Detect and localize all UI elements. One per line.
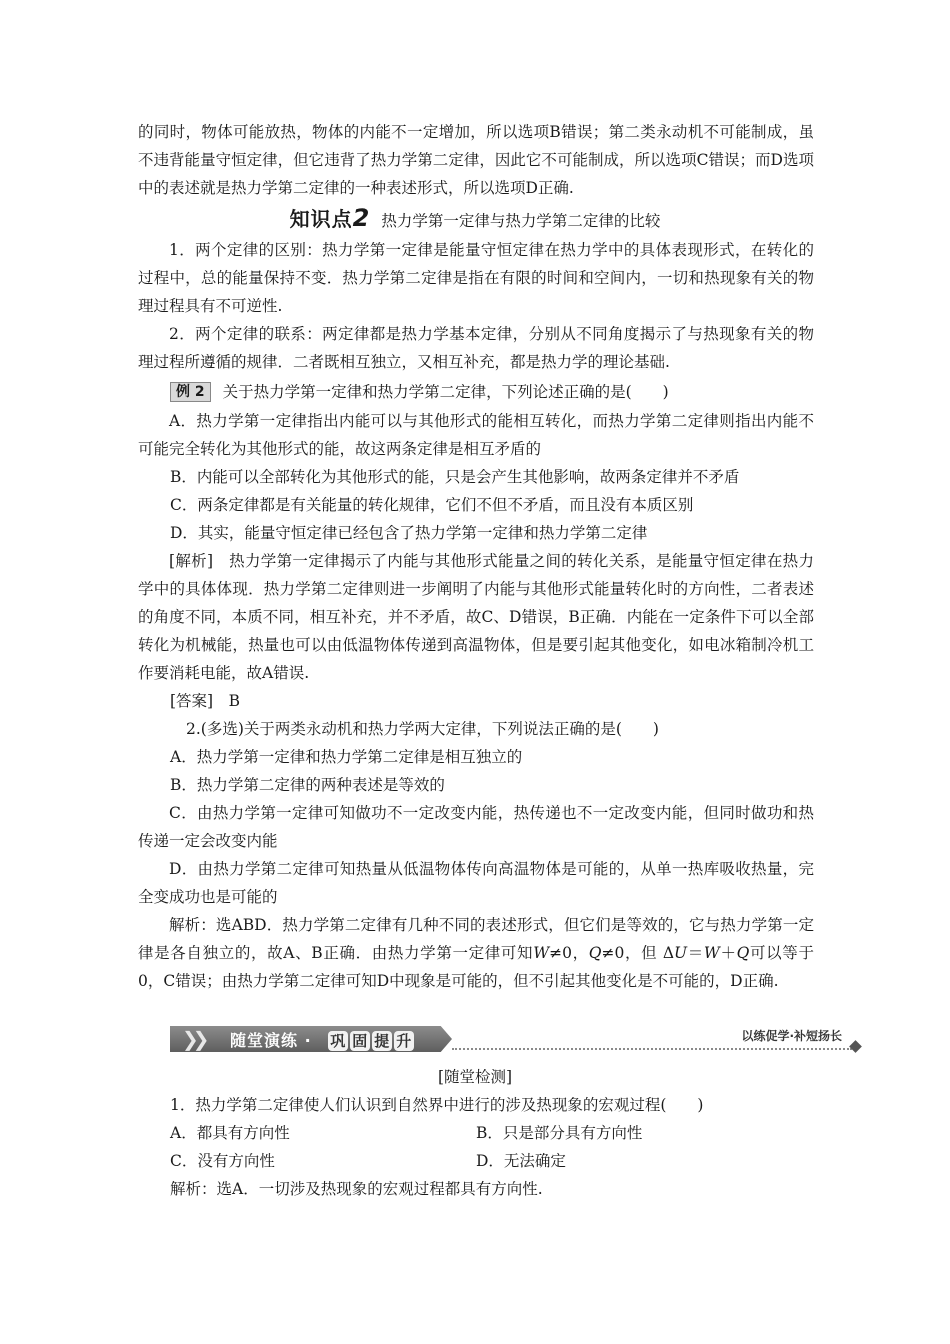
exercise-2-option-d: D．由热力学第二定律可知热量从低温物体传向高温物体是可能的，从单一热库吸收热量，完全变成功也是可能的	[138, 860, 814, 906]
double-chevron-icon: ❯❯	[182, 1027, 204, 1051]
equals-sign: ＝	[687, 944, 704, 962]
paragraph-continuation: 的同时，物体可能放热，物体的内能不一定增加，所以选项B错误；第二类永动机不可能制成，虽不违背能量守恒定律，但它违背了热力学第二定律，因此它不可能制成，所以选项C错误；而D选项中的表述就是热力学第二定律的一种表述形式，所以选项D正确.	[138, 123, 814, 197]
banner-dotted-line	[452, 1048, 852, 1050]
diamond-icon	[849, 1040, 862, 1053]
quiz-section-title: [随堂检测]	[437, 1068, 513, 1086]
banner-title-group	[230, 1028, 414, 1051]
exercise-2-option-c: C．由热力学第一定律可知做功不一定改变内能，热传递也不一定改变内能，但同时做功和热传递一定会改变内能	[138, 804, 814, 850]
exercise-2-question: 2.(多选)关于两类永动机和热力学两大定律，下列说法正确的是( )	[186, 720, 659, 738]
point-1-paragraph: 1．两个定律的区别：热力学第一定律是能量守恒定律在热力学中的具体表现形式，在转化的过程中，总的能量保持不变．热力学第二定律是指在有限的时间和空间内，一切和热现象有关的物理过程具有不可逆性.	[138, 241, 814, 315]
var-u: U	[674, 944, 688, 962]
quiz-option-c: C．没有方向性	[170, 1152, 275, 1170]
neq-zero-2: ≠0，但 Δ	[601, 944, 675, 962]
example-2-option-a: A．热力学第一定律指出内能可以与其他形式的能相互转化，而热力学第二定律则指出内能不可能完全转化为其他形式的能，故这两条定律是相互矛盾的	[138, 412, 814, 458]
var-w: W	[533, 944, 550, 962]
section-banner	[170, 1026, 860, 1054]
banner-char: 巩	[330, 1032, 347, 1050]
var-q: Q	[588, 944, 602, 962]
quiz-analysis: 解析：选A．一切涉及热现象的宏观过程都具有方向性.	[170, 1180, 543, 1198]
example-2-question-line	[170, 378, 669, 406]
plus-sign: ＋	[719, 944, 737, 962]
exercise-2-option-a: A．热力学第一定律和热力学第二定律是相互独立的	[170, 748, 523, 766]
point-2-paragraph: 2．两个定律的联系：两定律都是热力学基本定律，分别从不同角度揭示了与热现象有关的物理过程所遵循的规律．二者既相互独立，又相互补充，都是热力学的理论基础.	[138, 325, 814, 371]
exercise-2-analysis	[138, 911, 814, 995]
example-2-option-c: C．两条定律都是有关能量的转化规律，它们不但不矛盾，而且没有本质区别	[170, 496, 694, 514]
knowledge-point-heading	[0, 203, 950, 235]
example-2-option-b: B．内能可以全部转化为其他形式的能，只是会产生其他影响，故两条定律并不矛盾	[170, 468, 740, 486]
quiz-question-1: 1．热力学第二定律使人们认识到自然界中进行的涉及热现象的宏观过程( )	[170, 1096, 704, 1114]
banner-title: 随堂演练 ·	[230, 1031, 312, 1050]
example-2-answer: [答案] B	[170, 692, 240, 710]
example-2-option-d: D．其实，能量守恒定律已经包含了热力学第一定律和热力学第二定律	[170, 524, 648, 542]
knowledge-point-label: 知识点	[289, 207, 353, 231]
example-badge: 例 2	[170, 382, 211, 402]
var-q-2: Q	[736, 944, 750, 962]
exercise-2-analysis-part-2: 可以等于0，C错误；由热力学第二定律可知D中现象是可能的，但不引起其他变化是不可能的，D正确.	[138, 944, 814, 990]
knowledge-point-number: 2	[352, 204, 370, 232]
exercise-2-analysis-part-1: 解析：选ABD．热力学第二定律有几种不同的表述形式，但它们是等效的，它与热力学第一定律是各自独立的，故A、B正确．由热力学第一定律可知	[138, 916, 814, 962]
banner-char: 提	[374, 1032, 391, 1050]
exercise-2-option-b: B．热力学第二定律的两种表述是等效的	[170, 776, 445, 794]
quiz-option-d: D．无法确定	[476, 1152, 566, 1170]
example-2-analysis: [解析] 热力学第一定律揭示了内能与其他形式能量之间的转化关系，是能量守恒定律在热力学中的具体体现．热力学第二定律则进一步阐明了内能与其他形式能量转化时的方向性，二者表述的角度不同，本质不同，相互补充，并不矛盾，故C、D错误，B正确．内能在一定条件下可以全部转化为机械能，热量也可以由低温物体传递到高温物体，但是要引起其他变化，如电冰箱制冷机工作要消耗电能，故A错误.	[138, 552, 814, 682]
banner-char: 升	[396, 1032, 413, 1050]
quiz-option-a: A．都具有方向性	[170, 1124, 290, 1142]
knowledge-point-title: 热力学第一定律与热力学第二定律的比较	[381, 212, 661, 230]
banner-slogan: 以练促学·补短扬长	[741, 1029, 842, 1043]
banner-char: 固	[352, 1032, 369, 1050]
banner-subtitle	[326, 1031, 414, 1051]
neq-zero-1: ≠0，	[549, 944, 589, 962]
var-w-2: W	[703, 944, 720, 962]
example-2-question: 关于热力学第一定律和热力学第二定律，下列论述正确的是( )	[222, 383, 669, 401]
quiz-option-b: B．只是部分具有方向性	[476, 1124, 643, 1142]
